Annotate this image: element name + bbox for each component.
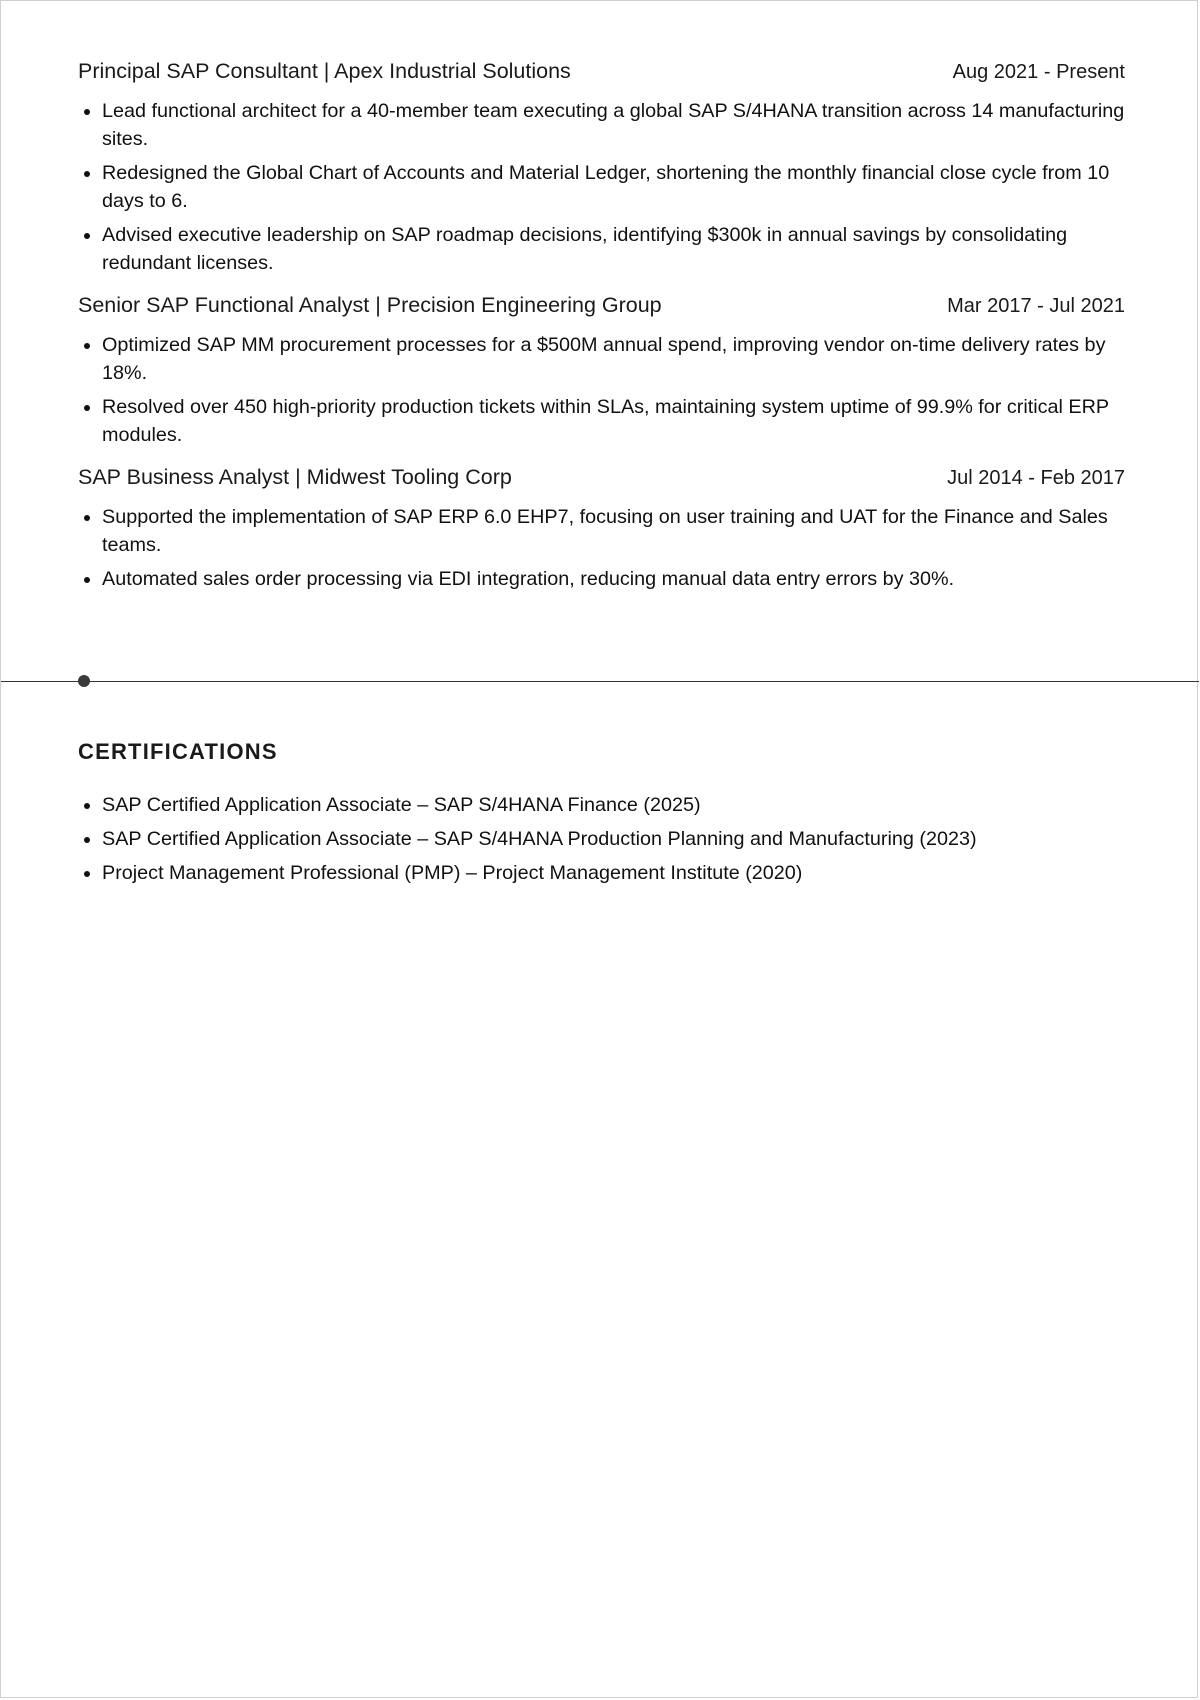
job-title: SAP Business Analyst | Midwest Tooling Corp [78,465,512,489]
job-dates: Jul 2014 - Feb 2017 [947,467,1125,489]
job-bullet: • Optimized SAP MM procurement processes for a $500M annual spend, improving vendor on-time delivery rates by 18%. [102,331,1125,387]
certification-item: • SAP Certified Application Associate – SAP S/4HANA Production Planning and Manufacturing (2023) [102,825,1125,853]
job-bullet: • Redesigned the Global Chart of Accounts and Material Ledger, shortening the monthly financial close cycle from 10 days to 6. [102,159,1125,215]
job-header [78,465,1125,499]
job-entry-precision [78,293,1125,449]
job-dates: Mar 2017 - Jul 2021 [947,295,1125,317]
certifications-section [78,739,1125,893]
section-divider [1,681,1199,682]
certification-item: • Project Management Professional (PMP) – Project Management Institute (2020) [102,859,1125,887]
job-header [78,59,1125,93]
section-heading: CERTIFICATIONS [78,739,278,764]
certification-item: • SAP Certified Application Associate – SAP S/4HANA Finance (2025) [102,791,1125,819]
experience-section [78,59,1125,609]
job-title: Principal SAP Consultant | Apex Industrial Solutions [78,59,571,83]
certification-list [78,791,1125,887]
job-bullet-list [78,97,1125,277]
job-bullet: • Resolved over 450 high-priority production tickets within SLAs, maintaining system uptime of 99.9% for critical ERP modules. [102,393,1125,449]
job-header [78,293,1125,327]
job-bullet: • Supported the implementation of SAP ERP 6.0 EHP7, focusing on user training and UAT for the Finance and Sales teams. [102,503,1125,559]
job-title: Senior SAP Functional Analyst | Precision Engineering Group [78,293,662,317]
divider-dot-icon [78,675,90,687]
job-bullet: • Advised executive leadership on SAP roadmap decisions, identifying $300k in annual savings by consolidating redundant licenses. [102,221,1125,277]
job-bullet-list [78,503,1125,593]
job-entry-apex [78,59,1125,277]
job-entry-midwest [78,465,1125,593]
job-bullet: • Lead functional architect for a 40-member team executing a global SAP S/4HANA transition across 14 manufacturing sites. [102,97,1125,153]
job-bullet-list [78,331,1125,449]
job-dates: Aug 2021 - Present [952,61,1125,83]
job-bullet: • Automated sales order processing via EDI integration, reducing manual data entry errors by 30%. [102,565,1125,593]
